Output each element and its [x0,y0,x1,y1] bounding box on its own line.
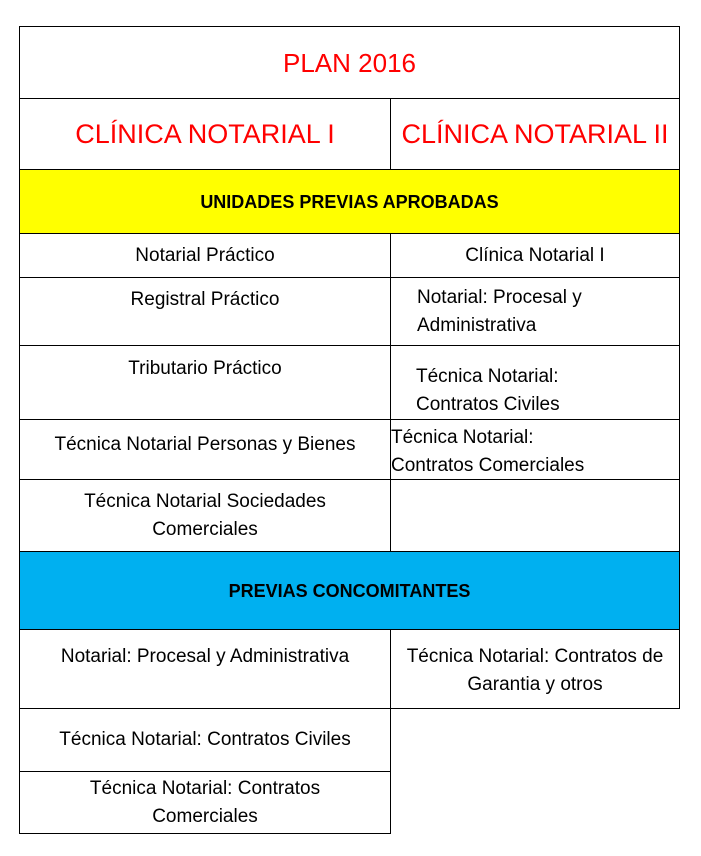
table-cell [19,771,391,834]
table-cell [390,233,680,278]
table-cell [390,419,680,480]
cell-text: Técnica Notarial Sociedades Comerciales [84,490,326,540]
section-band-previas-concomitantes [19,551,680,630]
table-cell [19,233,391,278]
section-1-title: UNIDADES PREVIAS APROBADAS [200,191,499,212]
column-header-clinica-notarial-2 [390,98,680,170]
cell-text: Tributario Práctico [128,358,282,379]
cell-text: Notarial: Procesal y Administrativa [417,286,582,336]
plan-title [19,26,680,99]
table-cell [19,708,391,772]
column-header-2-text: CLÍNICA NOTARIAL II [401,119,669,149]
table-cell [19,277,391,346]
cell-text: Técnica Notarial Personas y Bienes [54,433,356,455]
table-cell [19,629,391,709]
cell-text: Clínica Notarial I [465,244,605,266]
table-cell [390,629,680,709]
table-cell [19,419,391,480]
table-cell [19,345,391,420]
cell-text: Notarial: Procesal y Administrativa [60,646,350,667]
table-cell-empty [390,479,680,552]
column-header-1-text: CLÍNICA NOTARIAL I [75,119,335,149]
table-cell [390,277,680,346]
column-header-clinica-notarial-1 [19,98,391,170]
plan-title-text: PLAN 2016 [283,47,416,78]
section-band-unidades-previas-aprobadas [19,169,680,234]
cell-text: Notarial Práctico [135,244,275,266]
cell-text: Técnica Notarial: Contratos de Garantia y otros [406,646,664,695]
section-2-title: PREVIAS CONCOMITANTES [228,580,471,601]
table-cell [390,345,680,420]
cell-text: Técnica Notarial: Contratos Comerciales [89,777,321,827]
cell-text: Técnica Notarial: Contratos Comerciales [391,426,585,476]
table-cell [19,479,391,552]
cell-text: Registral Práctico [130,289,280,310]
cell-text: Técnica Notarial: Contratos Civiles [416,365,560,415]
cell-text: Técnica Notarial: Contratos Civiles [59,729,351,750]
